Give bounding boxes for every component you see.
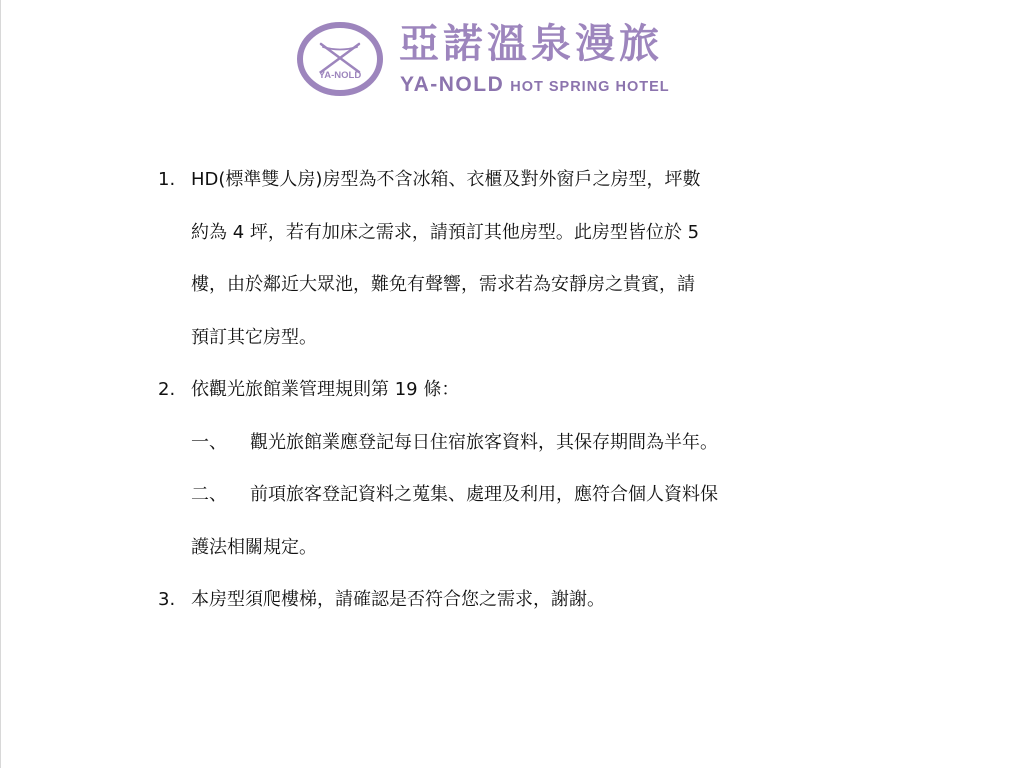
hotel-name-chinese: 亞諾溫泉漫旅	[399, 21, 663, 67]
hotel-name-english-sub: HOT SPRING HOTEL	[510, 79, 670, 95]
sub-item	[158, 475, 898, 528]
list-item-text: 依觀光旅館業管理規則第 19 條：	[191, 379, 460, 400]
logo-text: YA-NOLD	[318, 70, 362, 81]
hotel-name-english	[400, 72, 670, 100]
list-item	[158, 160, 898, 213]
list-item-text: HD(標準雙人房)房型為不含冰箱、衣櫃及對外窗戶之房型，坪數	[191, 169, 701, 190]
sub-item	[158, 423, 898, 476]
list-item-text: 預訂其它房型。	[191, 326, 317, 348]
list-number: 2.	[158, 379, 176, 400]
list-number: 1.	[158, 169, 176, 190]
list-item-continuation	[158, 318, 898, 371]
list-item-text: 樓，由於鄰近大眾池，難免有聲響，需求若為安靜房之貴賓，請	[191, 274, 695, 295]
sub-item-text: 觀光旅館業應登記每日住宿旅客資料，其保存期間為半年。	[250, 431, 718, 453]
list-item	[158, 370, 898, 423]
sub-item-continuation	[158, 528, 898, 581]
list-item-text: 本房型須爬樓梯，請確認是否符合您之需求，謝謝。	[191, 589, 605, 610]
list-item-text: 約為 4 坪，若有加床之需求，請預訂其他房型。此房型皆位於 5	[191, 221, 700, 243]
list-item	[158, 580, 898, 633]
sub-item-marker: 二、	[191, 484, 227, 505]
room-notes	[158, 160, 898, 633]
sub-item-text: 護法相關規定。	[191, 536, 317, 558]
hotel-header	[297, 20, 757, 100]
sub-item-marker: 一、	[191, 431, 227, 453]
list-item-continuation	[158, 265, 898, 318]
hotel-name-english-main: YA-NOLD	[400, 73, 505, 96]
sub-item-text: 前項旅客登記資料之蒐集、處理及利用，應符合個人資料保	[250, 484, 718, 505]
list-item-continuation	[158, 213, 898, 266]
hotel-logo-icon	[297, 22, 383, 96]
list-number: 3.	[158, 589, 176, 610]
